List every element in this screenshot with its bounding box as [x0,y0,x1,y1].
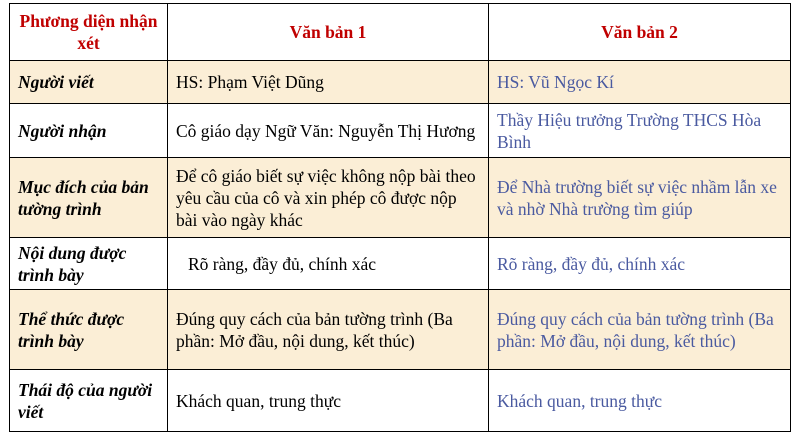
doc1-cell: HS: Phạm Việt Dũng [168,61,489,104]
row-label: Mục đích của bản tường trình [10,158,168,238]
doc2-cell: Khách quan, trung thực [489,370,791,432]
doc2-cell: Để Nhà trường biết sự việc nhầm lẫn xe và nhờ Nhà trường tìm giúp [489,158,791,238]
doc2-cell: Rõ ràng, đầy đủ, chính xác [489,238,791,290]
table-row [10,61,791,104]
doc2-cell: Thầy Hiệu trưởng Trường THCS Hòa Bình [489,104,791,158]
row-label: Người viết [10,61,168,104]
row-label: Người nhận [10,104,168,158]
doc1-cell: Khách quan, trung thực [168,370,489,432]
header-row [10,4,791,61]
table-row [10,290,791,370]
comparison-table [9,3,791,432]
doc1-cell: Cô giáo dạy Ngữ Văn: Nguyễn Thị Hương [168,104,489,158]
row-label: Nội dung được trình bày [10,238,168,290]
doc1-cell: Đúng quy cách của bản tường trình (Ba phần: Mở đầu, nội dung, kết thúc) [168,290,489,370]
table-row [10,104,791,158]
row-label: Thể thức được trình bày [10,290,168,370]
header-doc2: Văn bản 2 [489,4,791,61]
doc2-cell: Đúng quy cách của bản tường trình (Ba phần: Mở đầu, nội dung, kết thúc) [489,290,791,370]
doc1-cell: Để cô giáo biết sự việc không nộp bài theo yêu cầu của cô và xin phép cô được nộp bài vào ngày khác [168,158,489,238]
header-criteria: Phương diện nhận xét [10,4,168,61]
table-row [10,158,791,238]
doc2-cell: HS: Vũ Ngọc Kí [489,61,791,104]
table-row [10,370,791,432]
table-row [10,238,791,290]
doc1-cell: Rõ ràng, đầy đủ, chính xác [168,238,489,290]
row-label: Thái độ của người viết [10,370,168,432]
header-doc1: Văn bản 1 [168,4,489,61]
